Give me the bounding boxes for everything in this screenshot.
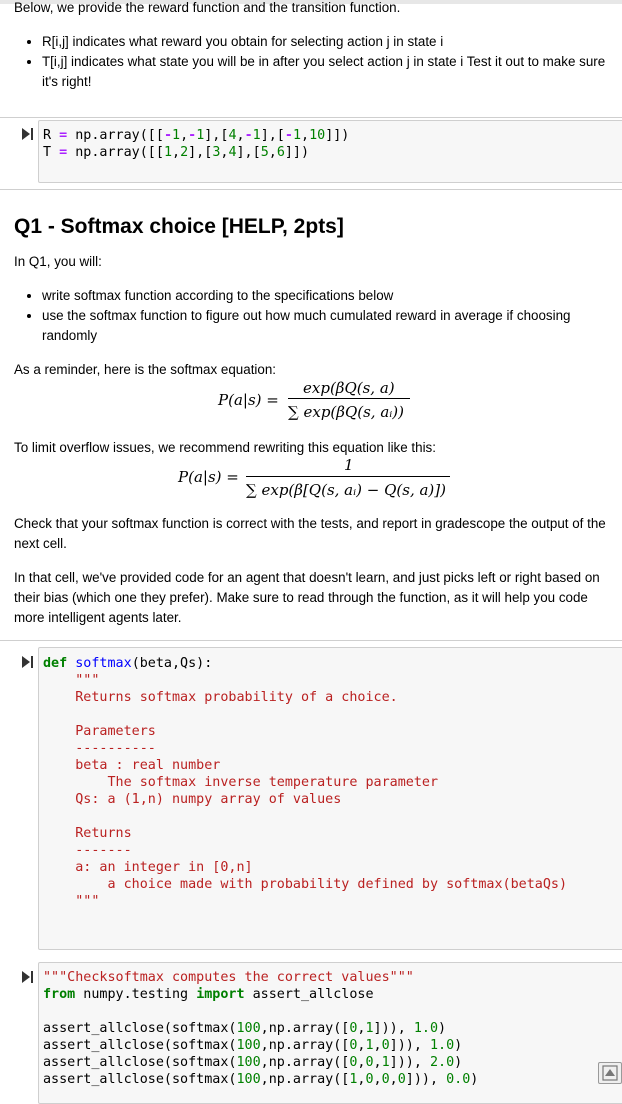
r-val: 1 [252, 128, 261, 143]
np-array-call: np.array([[ [75, 145, 164, 160]
assert-beta: 100 [236, 1038, 261, 1053]
r-val: 1 [172, 128, 181, 143]
var-T: T [43, 145, 52, 160]
assert-expected: 0.0 [446, 1072, 471, 1087]
code-cell-softmax[interactable] [38, 647, 622, 950]
assert-arr-val: 0 [381, 1038, 390, 1053]
assert-beta: 100 [236, 1021, 261, 1036]
q1-agent-text: In that cell, we've provided code for an agent that doesn't learn, and just picks left or right based on their bias (which one they prefer). Make sure to read through the function, as it will help you code more intelligent agents later. [14, 570, 600, 625]
run-cell-icon[interactable] [20, 970, 34, 984]
doc-line: a: an integer in [0,n] [43, 860, 253, 875]
cell-divider [0, 640, 622, 641]
assert-beta: 100 [236, 1072, 261, 1087]
doc-line: Returns softmax probability of a choice. [43, 690, 398, 705]
q1-heading: Q1 - Softmax choice [HELP, 2pts] [14, 215, 344, 238]
q1-bullet-list [14, 286, 614, 346]
assert-arr-val: 0 [349, 1038, 358, 1053]
doc-line: ------- [43, 843, 132, 858]
assert-arr-val: 0 [397, 1072, 406, 1087]
doc-line: Parameters [43, 724, 156, 739]
assert-arr-val: 0 [365, 1072, 374, 1087]
t-val: 2 [180, 145, 189, 160]
q1-bullet-use: • use the softmax function to figure out how much cumulated reward in average if choosing randomly [42, 306, 614, 346]
def-keyword: def [43, 656, 68, 671]
cell-divider [0, 189, 622, 190]
assert-beta: 100 [236, 1055, 261, 1070]
eq1-denominator: ∑ exp(βQ(s, aᵢ)) [288, 403, 404, 421]
r-val: 1 [196, 128, 205, 143]
intro-bullet-transition: • T[i,j] indicates what state you will be in after you select action j in state i Test it out to make sure it's right! [42, 52, 614, 92]
q1-bullets [14, 286, 614, 346]
q1-bullet-write: • write softmax function according to the specifications below [42, 286, 614, 306]
assert-expected: 1.0 [413, 1021, 439, 1036]
t-val: 3 [212, 145, 221, 160]
assert-expected: 1.0 [429, 1038, 455, 1053]
cell-divider [0, 117, 622, 118]
module-name: numpy.testing [75, 987, 197, 1002]
eq1-fraction-bar [288, 398, 410, 399]
q1-reminder: As a reminder, here is the softmax equation: [14, 362, 276, 377]
arrow-up-icon [599, 1063, 621, 1083]
eq1-lhs: P(a|s) = [218, 391, 279, 409]
from-keyword: from [43, 987, 76, 1002]
eq2-numerator: 1 [344, 456, 354, 474]
eq1-numerator: exp(βQ(s, a) [303, 379, 395, 397]
assert-arr-val: 1 [381, 1055, 390, 1070]
assert-arr-val: 0 [349, 1021, 358, 1036]
scroll-to-top-button[interactable] [598, 1062, 622, 1084]
var-R: R [43, 128, 52, 143]
q1-check-text: Check that your softmax function is correct with the tests, and report in gradescope the output of the next cell. [14, 516, 606, 551]
intro-bullet-reward: • R[i,j] indicates what reward you obtain for selecting action j in state i [42, 32, 614, 52]
r-val: 10 [309, 128, 326, 143]
softmax-fn-name: softmax [75, 656, 132, 671]
np-array-call: np.array([[ [75, 128, 164, 143]
r-val: 4 [228, 128, 237, 143]
code-cell-reward-transition[interactable]: R = np.array([[-1,-1],[4,-1],[-1,10]]) T = np.array([[1,2],[3,4],[5,6]]) [38, 120, 622, 183]
t-val: 6 [276, 145, 285, 160]
softmax-signature: (beta,Qs): [131, 656, 213, 671]
eq2-fraction-bar [246, 476, 450, 477]
assert-expected: 2.0 [429, 1055, 455, 1070]
doc-line: ---------- [43, 741, 156, 756]
op-eq: = [59, 145, 68, 160]
assert-arr-val: 0 [381, 1072, 390, 1087]
doc-line: Qs: a (1,n) numpy array of values [43, 792, 342, 807]
eq2-denominator: ∑ exp(β[Q(s, aᵢ) − Q(s, a)]) [246, 481, 446, 499]
doc-line: Returns [43, 826, 132, 841]
assert-arr-val: 0 [349, 1055, 358, 1070]
assert-arr-val: 0 [365, 1055, 374, 1070]
run-cell-icon[interactable] [20, 655, 34, 669]
assert-arr-val: 1 [365, 1021, 374, 1036]
check-docstring: """Checksoftmax computes the correct values""" [43, 970, 414, 985]
doc-line: The softmax inverse temperature parameter [43, 775, 439, 790]
assert-arr-val: 1 [365, 1038, 374, 1053]
intro-markdown [14, 0, 614, 92]
t-val: 5 [260, 145, 269, 160]
q1-lead: In Q1, you will: [14, 254, 102, 269]
eq2-lhs: P(a|s) = [178, 468, 239, 486]
intro-text: Below, we provide the reward function and the transition function. [14, 0, 401, 15]
doc-line: a choice made with probability defined by softmax(betaQs) [43, 877, 568, 892]
op-eq: = [59, 128, 68, 143]
doc-line: beta : real number [43, 758, 221, 773]
doc-line: """ [43, 894, 100, 909]
run-cell-icon[interactable] [20, 127, 34, 141]
t-val: 4 [228, 145, 237, 160]
assert-arr-val: 1 [349, 1072, 358, 1087]
import-keyword: import [196, 987, 245, 1002]
import-name: assert_allclose [244, 987, 374, 1002]
intro-bullet-list [14, 32, 614, 92]
doc-line: """ [43, 673, 100, 688]
code-cell-check-softmax[interactable]: """Checksoftmax computes the correct values""" from numpy.testing import assert_allclose assert_allclose(softmax(100,np.array([0,1])), 1.0) assert_allclose(softmax(100,np.array([0,1,0])), 1.0) assert_allclose(softmax(100,np.array([0,0,1])), 2.0) assert_allclose(softmax(100,np.array([1,0,0,0])), 0.0) [38, 962, 622, 1104]
r-val: 1 [292, 128, 301, 143]
t-val: 1 [163, 145, 172, 160]
q1-overflow-text: To limit overflow issues, we recommend rewriting this equation like this: [14, 440, 436, 455]
